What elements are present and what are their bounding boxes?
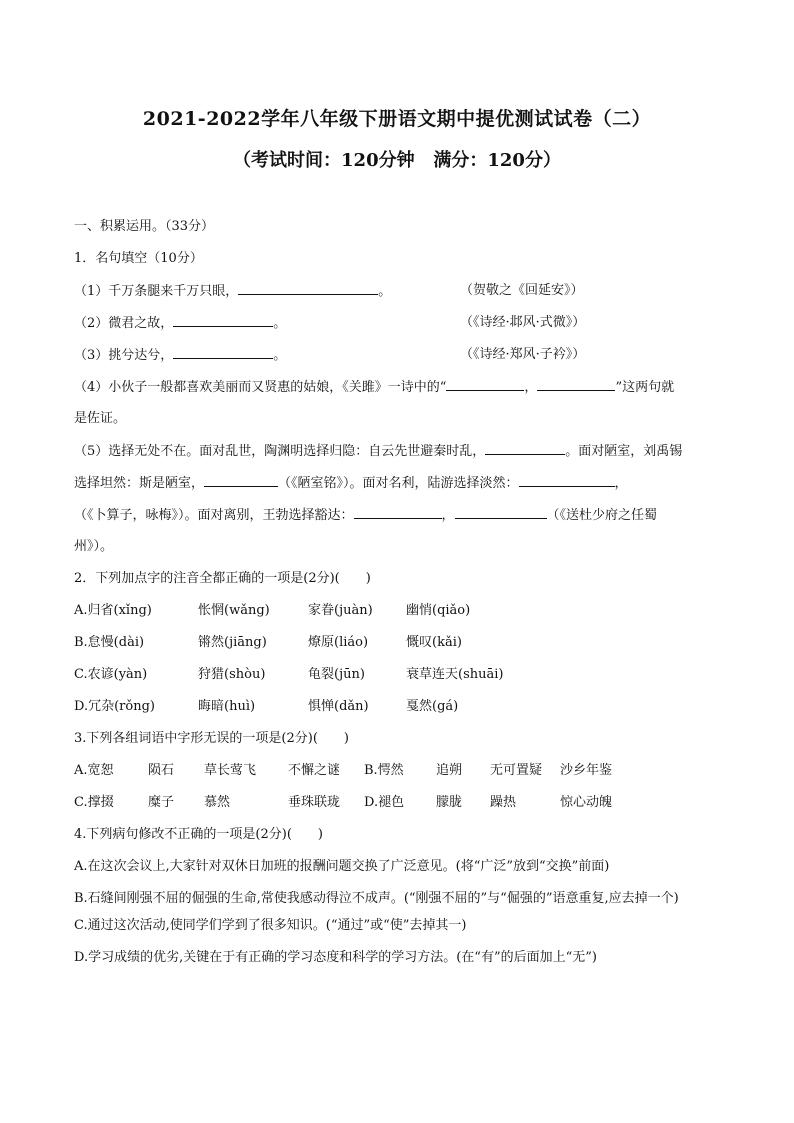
q1-item-5-line-3: （《卜算子，咏梅》）。面对离别，王勃选择豁达： ， （《送杜少府之任蜀: [74, 504, 724, 536]
q1-item-1-source: （贺敬之《回延安》）: [460, 283, 584, 298]
page-title: 2021-2022学年八年级下册语文期中提优测试试卷（二）: [142, 108, 652, 130]
q2-option-c[interactable]: C.农谚(yàn) 狩猎(shòu) 龟裂(jūn) 衰草连天(shuāi): [74, 667, 504, 682]
q1-item-5-line-2: 选择坦然：斯是陋室， （《陋室铭》）。面对名利，陆游选择淡然： ，: [74, 472, 724, 504]
q1-item-3-source: （《诗经·郑风·子衿》）: [460, 347, 586, 362]
q2-option-a[interactable]: A.归省(xǐng) 怅惘(wǎng) 家眷(juàn) 幽悄(qiǎo): [74, 603, 471, 618]
q4-option-a[interactable]: A.在这次会议上,大家针对双休日加班的报酬问题交换了广泛意见。(将“广泛”放到“交换”前面): [74, 859, 610, 874]
answer-blank[interactable]: [173, 344, 273, 359]
q1-item-2: （2）微君之故， 。 （《诗经·邶风·式微》）: [74, 312, 724, 344]
question-4-title: 4.下列病句修改不正确的一项是(2分)( ): [74, 827, 323, 842]
q4-option-d[interactable]: D.学习成绩的优劣,关键在于有正确的学习态度和科学的学习方法。(在“有”的后面加上“无”): [74, 950, 597, 965]
q4-option-b[interactable]: B.石缝间刚强不屈的倔强的生命,常使我感动得泣不成声。(“刚强不屈的”与“倔强的”语意重复,应去掉一个): [74, 891, 679, 906]
q1-item-2-source: （《诗经·邶风·式微》）: [460, 315, 586, 330]
q1-item-1: （1）千万条腿来千万只眼， 。 （贺敬之《回延安》）: [74, 280, 724, 312]
q3-options-cd[interactable]: C.撑掇 糜子 慕然 垂珠联珑 D.褪色 朦胧 躁热 惊心动魄: [74, 795, 613, 810]
question-2-title: 2．下列加点字的注音全都正确的一项是(2分)( ): [74, 571, 371, 586]
answer-blank[interactable]: [446, 376, 524, 391]
question-1-title: 1．名句填空（10分）: [74, 251, 203, 266]
answer-blank[interactable]: [519, 472, 615, 487]
q4-option-c[interactable]: C.通过这次活动,使同学们学到了很多知识。(“通过”或“使”去掉其一): [74, 918, 467, 933]
section-heading: 一、积累运用。（33分）: [74, 219, 215, 234]
answer-blank[interactable]: [455, 504, 547, 519]
q1-item-5-line-4: 州》）。: [74, 539, 114, 554]
q2-option-d[interactable]: D.冗杂(rǒng) 晦暗(huì) 惧惮(dǎn) 戛然(gá): [74, 699, 459, 714]
q1-item-4-line-1: （4）小伙子一般都喜欢美丽而又贤惠的姑娘，《关雎》一诗中的“ ， ”这两句就: [74, 376, 724, 408]
question-3-title: 3.下列各组词语中字形无误的一项是(2分)( ): [74, 731, 349, 746]
q1-item-5-line-1: （5）选择无处不在。面对乱世，陶渊明选择归隐：自云先世避秦时乱， 。面对陋室，刘禹锡: [74, 440, 724, 472]
exam-body: [74, 216, 724, 979]
answer-blank[interactable]: [485, 440, 565, 455]
answer-blank[interactable]: [238, 280, 378, 295]
q3-options-ab[interactable]: A.宽恕 陨石 草长莺飞 不懈之谜 B.愕然 追朔 无可置疑 沙乡年鉴: [74, 763, 613, 778]
answer-blank[interactable]: [204, 472, 278, 487]
answer-blank[interactable]: [173, 312, 273, 327]
answer-blank[interactable]: [537, 376, 615, 391]
answer-blank[interactable]: [354, 504, 442, 519]
exam-info: （考试时间：120分钟 满分：120分）: [233, 150, 561, 171]
q2-option-b[interactable]: B.怠慢(dài) 锵然(jiāng) 燎原(liáo) 慨叹(kǎi): [74, 635, 462, 650]
q1-item-3: （3）挑兮达兮， 。 （《诗经·郑风·子衿》）: [74, 344, 724, 376]
q1-item-4-line-2: 是佐证。: [74, 411, 127, 426]
